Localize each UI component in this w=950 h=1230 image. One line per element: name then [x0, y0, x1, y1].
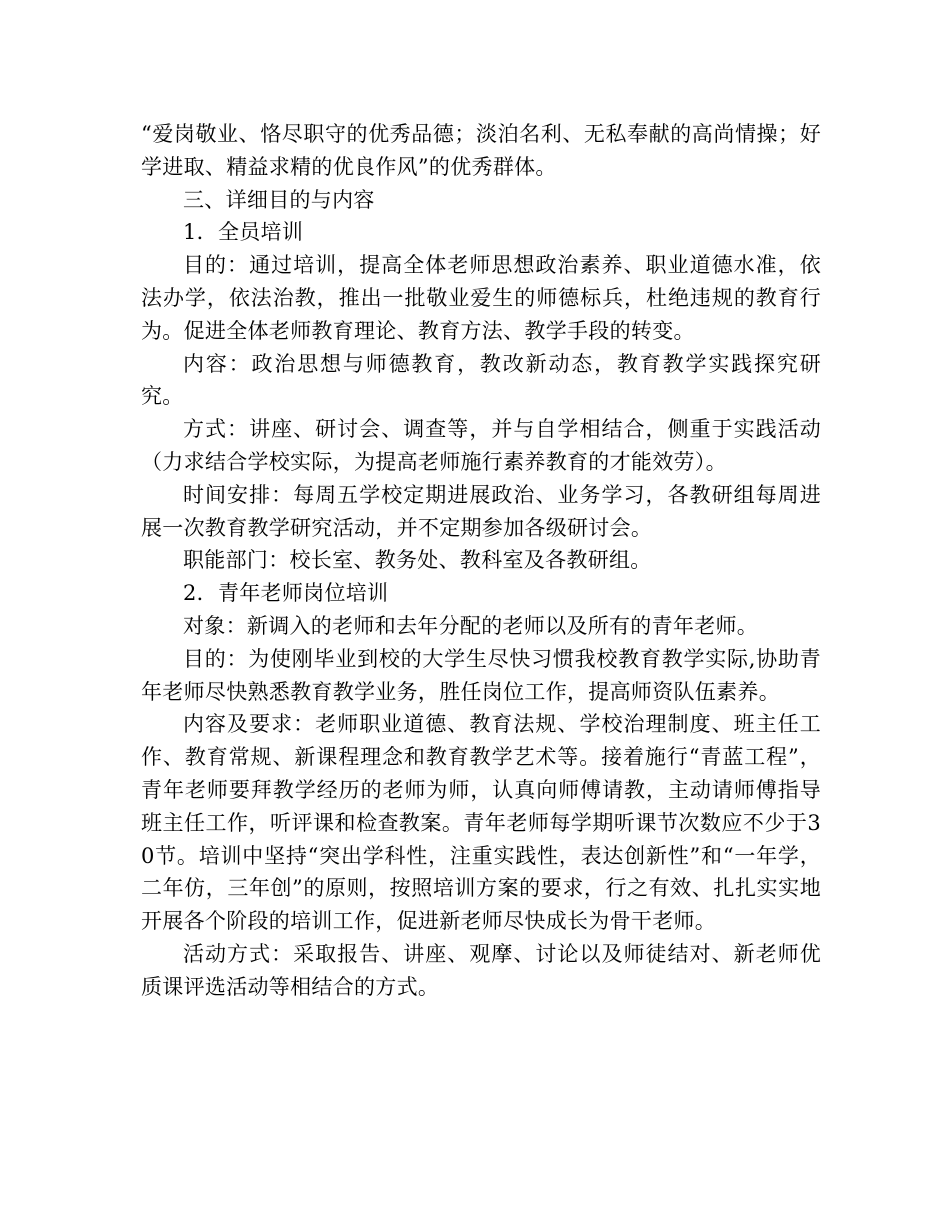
document-body	[141, 118, 821, 1004]
subsection-heading-2: 2．青年老师岗位培训	[183, 581, 389, 606]
paragraph-departments: 职能部门：校长室、教务处、教科室及各教研组。	[183, 548, 652, 573]
paragraph-youth-purpose: 目的：为使刚毕业到校的大学生尽快习惯我校教育教学实际,协助青年老师尽快熟悉教育教学业务，胜任岗位工作，提高师资队伍素养。	[141, 646, 821, 704]
section-heading-3: 三、详细目的与内容	[183, 187, 375, 212]
paragraph-schedule: 时间安排：每周五学校定期进展政治、业务学习，各教研组每周进展一次教育教学研究活动，并不定期参加各级研讨会。	[141, 482, 821, 540]
paragraph-intro-continuation: “爱岗敬业、恪尽职守的优秀品德；淡泊名利、无私奉献的高尚情操；好学进取、精益求精的优良作风”的优秀群体。	[141, 122, 821, 179]
paragraph-activity-method: 活动方式：采取报告、讲座、观摩、讨论以及师徒结对、新老师优质课评选活动等相结合的方式。	[141, 941, 821, 999]
paragraph-content: 内容：政治思想与师德教育，教改新动态，教育教学实践探究研究。	[141, 351, 821, 409]
paragraph-method: 方式：讲座、研讨会、调查等，并与自学相结合，侧重于实践活动（力求结合学校实际，为提高老师施行素养教育的才能效劳）。	[141, 417, 821, 474]
paragraph-requirements: 内容及要求：老师职业道德、教育法规、学校治理制度、班主任工作、教育常规、新课程理念和教育教学艺术等。接着施行“青蓝工程”，青年老师要拜教学经历的老师为师，认真向师傅请教，主动请师傅指导班主任工作，听评课和检查教案。青年老师每学期听课节次数应不少于30节。培训中坚持“突出学科性，注重实践性，表达创新性”和“一年学，二年仿，三年创”的原则，按照培训方案的要求，行之有效、扎扎实实地开展各个阶段的培训工作，促进新老师尽快成长为骨干老师。	[141, 712, 821, 934]
paragraph-target: 对象：新调入的老师和去年分配的老师以及所有的青年老师。	[183, 613, 759, 638]
paragraph-purpose: 目的：通过培训，提高全体老师思想政治素养、职业道德水准，依法办学，依法治教，推出一批敬业爱生的师德标兵，杜绝违规的教育行为。促进全体老师教育理论、教育方法、教学手段的转变。	[141, 253, 821, 343]
subsection-heading-1: 1．全员培训	[183, 220, 304, 245]
